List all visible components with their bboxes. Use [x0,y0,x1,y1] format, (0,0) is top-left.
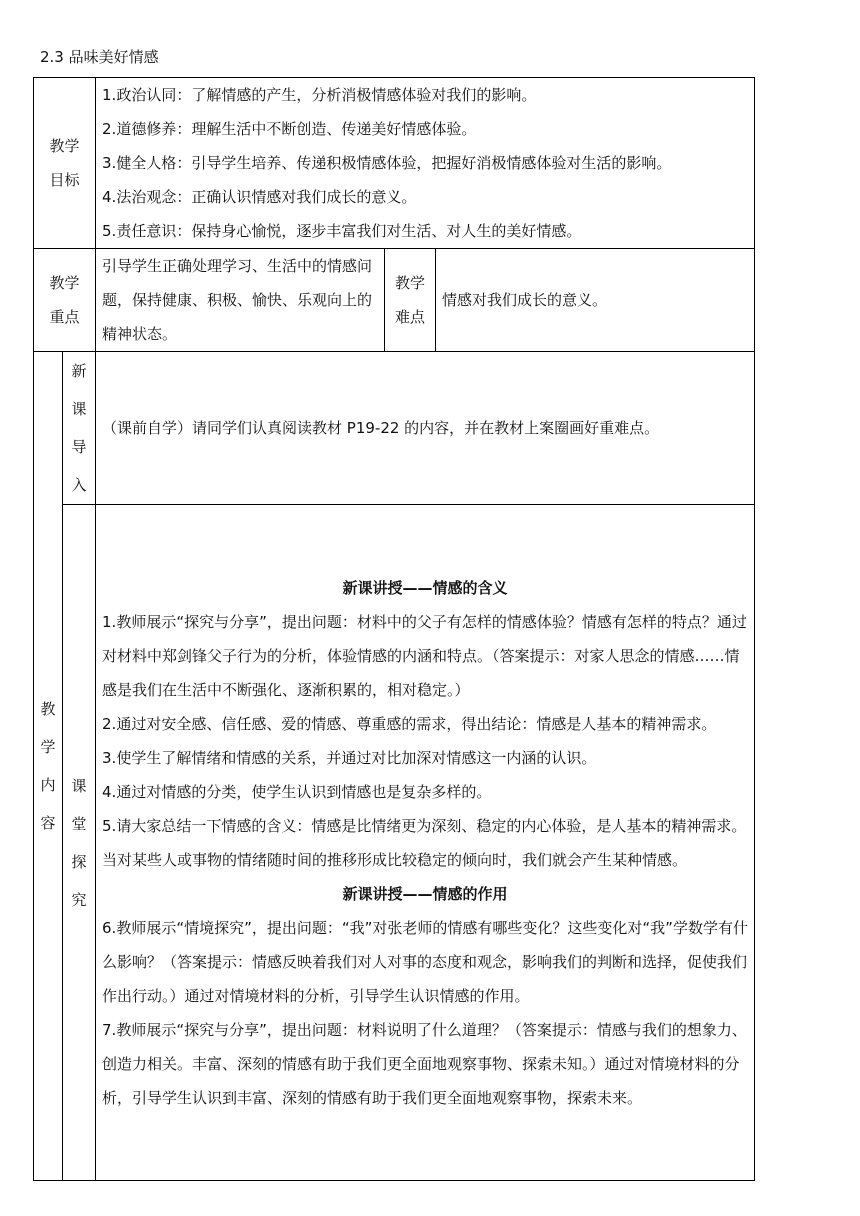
section-heading: 新课讲授——情感的含义 [342,578,508,597]
goal-item: 3.健全人格：引导学生培养、传递积极情感体验，把握好消极情感体验对生活的影响。 [102,154,672,172]
goal-item: 5.责任意识：保持身心愉悦，逐步丰富我们对生活、对人生的美好情感。 [102,222,582,240]
focus-label-line: 教学 [49,274,80,292]
difficulty-content [436,249,755,352]
explore-item: 6.教师展示“情境探究”，提出问题：“我”对张老师的情感有哪些变化？这些变化对“我”学数学有什么影响？（答案提示：情感反映着我们对人对事的态度和观念，影响我们的判断和选择，促使我们作出行动。）通过对情境材料的分析，引导学生认识情感的作用。 [102,918,748,1005]
explore-item: 4.通过对情感的分类，使学生认识到情感也是复杂多样的。 [102,782,492,801]
explore-item: 1.教师展示“探究与分享”，提出问题：材料中的父子有怎样的情感体验？情感有怎样的特点？通过对材料中郑剑锋父子行为的分析，体验情感的内涵和特点。（答案提示：对家人思念的情感……情感是我们在生活中不断强化、逐渐积累的，相对稳定。） [102,612,747,699]
difficulty-label-line: 教学 [395,274,426,292]
explore-label [63,505,96,1181]
intro-label-char: 课 [71,400,87,418]
lesson-plan-table [33,77,755,1181]
section-heading: 新课讲授——情感的作用 [342,884,508,903]
intro-label-char: 新 [71,362,87,380]
goals-label-line: 目标 [49,171,80,189]
explore-label-char: 探 [71,852,87,871]
focus-label-line: 重点 [49,308,80,326]
intro-row [34,352,755,505]
difficulty-label-line: 难点 [395,308,426,326]
intro-text: （课前自学）请同学们认真阅读教材 P19-22 的内容，并在教材上案圈画好重难点。 [102,419,660,437]
goal-item: 1.政治认同：了解情感的产生，分析消极情感体验对我们的影响。 [102,86,537,104]
explore-item: 7.教师展示“探究与分享”，提出问题：材料说明了什么道理？（答案提示：情感与我们的想象力、创造力相关。丰富、深刻的情感有助于我们更全面地观察事物、探索未知。）通过对情境材料的分析，引导学生认识到丰富、深刻的情感有助于我们更全面地观察事物，探索未来。 [102,1020,747,1107]
explore-content [96,505,755,1181]
goal-item: 4.法治观念：正确认识情感对我们成长的意义。 [102,188,417,206]
intro-content [96,352,755,505]
explore-row [34,505,755,1181]
intro-label [63,352,96,505]
difficulty-label [385,249,436,352]
focus-text: 引导学生正确处理学习、生活中的情感问题，保持健康、积极、愉快、乐观向上的精神状态。 [102,257,373,343]
document-title: 2.3 品味美好情感 [40,48,159,66]
focus-row [34,249,755,352]
goals-content [96,78,755,249]
focus-label [34,249,96,352]
explore-item: 3.使学生了解情绪和情感的关系，并通过对比加深对情感这一内涵的认识。 [102,748,597,767]
difficulty-text: 情感对我们成长的意义。 [442,291,608,309]
explore-item: 2.通过对安全感、信任感、爱的情感、尊重感的需求，得出结论：情感是人基本的精神需求。 [102,714,717,733]
explore-label-char: 堂 [71,814,87,833]
intro-label-char: 导 [71,438,87,456]
content-label [34,352,63,1181]
explore-item: 5.请大家总结一下情感的含义：情感是比情绪更为深刻、稳定的内心体验，是人基本的精神需求。当对某些人或事物的情绪随时间的推移形成比较稳定的倾向时，我们就会产生某种情感。 [102,816,747,869]
focus-content [96,249,385,352]
explore-label-char: 课 [71,776,87,795]
content-label-char: 容 [40,814,56,832]
goals-row [34,78,755,249]
goals-label [34,78,96,249]
intro-label-char: 入 [71,476,87,494]
content-label-char: 内 [40,776,56,794]
goal-item: 2.道德修养：理解生活中不断创造、传递美好情感体验。 [102,120,477,138]
content-label-char: 学 [40,738,56,756]
goals-label-line: 教学 [49,137,80,155]
explore-label-char: 究 [71,890,87,909]
content-label-char: 教 [40,700,56,718]
